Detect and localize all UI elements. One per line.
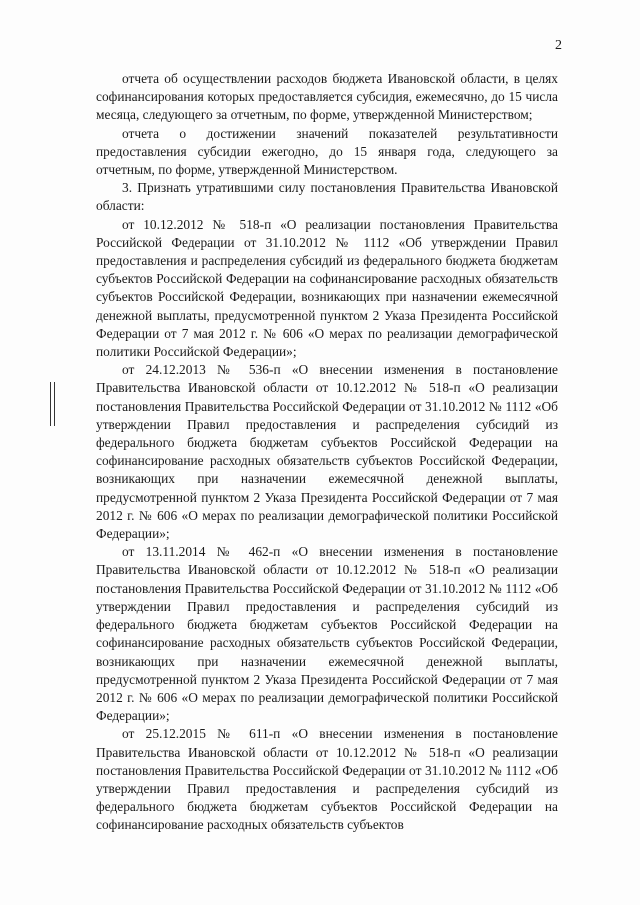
document-body (96, 70, 558, 835)
paragraph: отчета об осуществлении расходов бюджета Ивановской области, в целях софинансирования которых предоставляется субсидия, ежемесячно, до 15 числа месяца, следующего за отчетным, по форме, утвержденной Министерством; (96, 71, 558, 123)
paragraph: от 13.11.2014 № 462-п «О внесении изменения в постановление Правительства Ивановской области от 10.12.2012 № 518-п «О реализации постановления Правительства Российской Федерации от 31.10.2012 № 1112 «Об утверждении Правил предоставления и распределения субсидий из федерального бюджета бюджетам субъектов Российской Федерации на софинансирование расходных обязательств субъектов Российской Федерации, возникающих при назначении ежемесячной денежной выплаты, предусмотренной пунктом 2 Указа Президента Российской Федерации от 7 мая 2012 г. № 606 «О мерах по реализации демографической политики Российской Федерации»; (96, 544, 558, 724)
margin-mark (50, 382, 55, 426)
paragraph: от 10.12.2012 № 518-п «О реализации постановления Правительства Российской Федерации от 31.10.2012 № 1112 «Об утверждении Правил предоставления и распределения субсидий из федерального бюджета бюджетам субъектов Российской Федерации на софинансирование расходных обязательств субъектов Российской Федерации, возникающих при назначении ежемесячной денежной выплаты, предусмотренной пунктом 2 Указа Президента Российской Федерации от 7 мая 2012 г. № 606 «О мерах по реализации демографической политики Российской Федерации»; (96, 216, 558, 360)
paragraph: 3. Признать утратившими силу постановления Правительства Ивановской области: (96, 180, 558, 214)
paragraph: отчета о достижении значений показателей результативности предоставления субсидии ежегодно, до 15 января года, следующего за отчетным, по форме, утвержденной Министерством. (96, 125, 558, 178)
page-number: 2 (555, 38, 562, 53)
paragraph: от 25.12.2015 № 611-п «О внесении изменения в постановление Правительства Ивановской области от 10.12.2012 № 518-п «О реализации постановления Правительства Российской Федерации от 31.10.2012 № 1112 «Об утверждении Правил предоставления и распределения субсидий из федерального бюджета бюджетам субъектов Российской Федерации на софинансирование расходных обязательств субъектов (96, 726, 558, 833)
paragraph: от 24.12.2013 № 536-п «О внесении изменения в постановление Правительства Ивановской области от 10.12.2012 № 518-п «О реализации постановления Правительства Российской Федерации от 31.10.2012 № 1112 «Об утверждении Правил предоставления и распределения субсидий из федерального бюджета бюджетам субъектов Российской Федерации на софинансирование расходных обязательств субъектов Российской Федерации, возникающих при назначении ежемесячной денежной выплаты, предусмотренной пунктом 2 Указа Президента Российской Федерации от 7 мая 2012 г. № 606 «О мерах по реализации демографической политики Российской Федерации»; (96, 362, 558, 542)
